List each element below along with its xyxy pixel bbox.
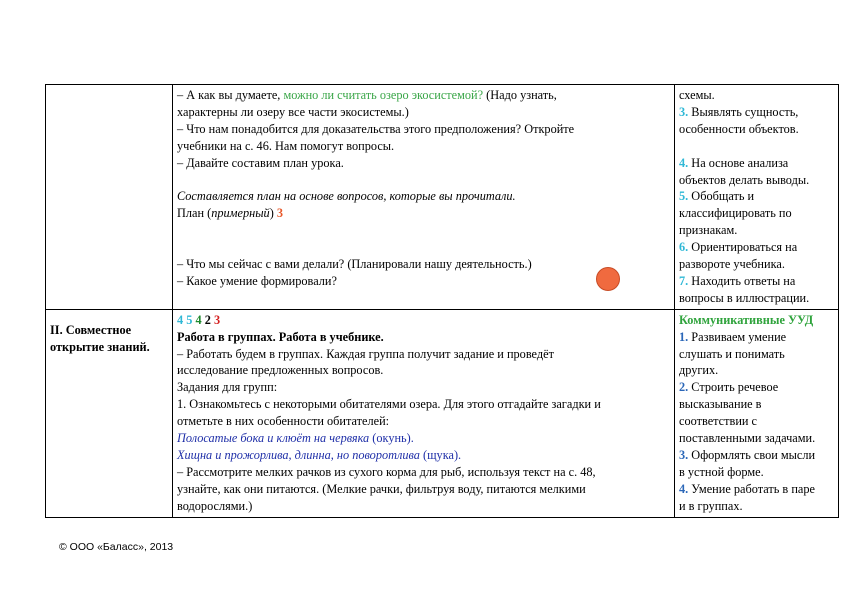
uud-item: 4. На основе анализа (679, 155, 789, 170)
stage-cell (46, 85, 173, 310)
text-line: слушать и понимать (679, 346, 785, 361)
table-row (46, 85, 839, 310)
text-line: соответствии с (679, 414, 758, 429)
uud-item: 3. Оформлять свои мысли (679, 448, 816, 463)
uud-item: 6. Ориентироваться на (679, 240, 798, 255)
uud-item: 1. Развиваем умение (679, 329, 787, 344)
section-heading: Работа в группах. Работа в учебнике. (177, 329, 384, 344)
text-line: учебники на с. 46. Нам помогут вопросы. (177, 138, 395, 153)
stage-title: II. Совместное открытие знаний. (50, 322, 150, 354)
text-line: – Работать будем в группах. Каждая группа получит задание и проведёт (177, 346, 554, 361)
uud-item: 3. Выявлять сущность, (679, 104, 799, 119)
text-line: развороте учебника. (679, 257, 785, 272)
uud-item: 7. Находить ответы на (679, 273, 796, 288)
orange-circle-marker (596, 267, 620, 291)
text-line: вопросы в иллюстрации. (679, 290, 810, 305)
stage-cell (46, 309, 173, 517)
text-line: узнайте, как они питаются. (Мелкие рачки, фильтруя воду, питаются мелкими (177, 481, 586, 496)
uud-item: 4. Умение работать в паре (679, 481, 815, 496)
text-line: особенности объектов. (679, 121, 799, 136)
teacher-activity-cell (173, 309, 675, 517)
table-row (46, 309, 839, 517)
uud-heading: Коммуникативные УУД (679, 312, 814, 327)
text-line: других. (679, 363, 719, 378)
text-line: в устной форме. (679, 464, 764, 479)
lesson-table (45, 84, 839, 518)
text-line: – Какое умение формировали? (177, 273, 337, 288)
uud-item: 2. Строить речевое (679, 380, 779, 395)
uud-item: 5. Обобщать и (679, 189, 755, 204)
text-line: поставленными задачами. (679, 431, 816, 446)
text-line: – Что мы сейчас с вами делали? (Планировали нашу деятельность.) (177, 257, 532, 272)
text-line: и в группах. (679, 498, 743, 513)
text-line: – Давайте составим план урока. (177, 155, 344, 170)
uud-cell (675, 85, 839, 310)
slide-numbers: 4 5 4 2 3 (177, 312, 221, 327)
text-line: отметьте в них особенности обитателей: (177, 414, 390, 429)
text-line: высказывание в (679, 397, 762, 412)
text-line: объектов делать выводы. (679, 172, 810, 187)
riddle-line: Полосатые бока и клюёт на червяка (окунь). (177, 431, 414, 446)
text-line: признакам. (679, 223, 738, 238)
text-line: характерны ли озеру все части экосистемы.) (177, 104, 409, 119)
text-line: – Что нам понадобится для доказательства этого предположения? Откройте (177, 121, 575, 136)
text-line: 1. Ознакомьтесь с некоторыми обитателями озера. Для этого отгадайте загадки и (177, 397, 601, 412)
text-line: Составляется план на основе вопросов, которые вы прочитали. (177, 189, 516, 204)
riddle-line: Хищна и прожорлива, длинна, но поворотлива (щука). (177, 448, 462, 463)
plan-line: План (примерный) 3 (177, 206, 284, 221)
text-line: Задания для групп: (177, 380, 278, 395)
text-line: классифицировать по (679, 206, 792, 221)
text-line: – А как вы думаете, можно ли считать озеро экосистемой? (Надо узнать, (177, 88, 557, 102)
text-line: водорослями.) (177, 498, 253, 513)
text-line: – Рассмотрите мелких рачков из сухого корма для рыб, используя текст на с. 48, (177, 464, 596, 479)
text-line: схемы. (679, 88, 715, 102)
uud-cell (675, 309, 839, 517)
copyright-footer: © ООО «Баласс», 2013 (59, 541, 174, 553)
text-line: исследование предложенных вопросов. (177, 363, 384, 378)
